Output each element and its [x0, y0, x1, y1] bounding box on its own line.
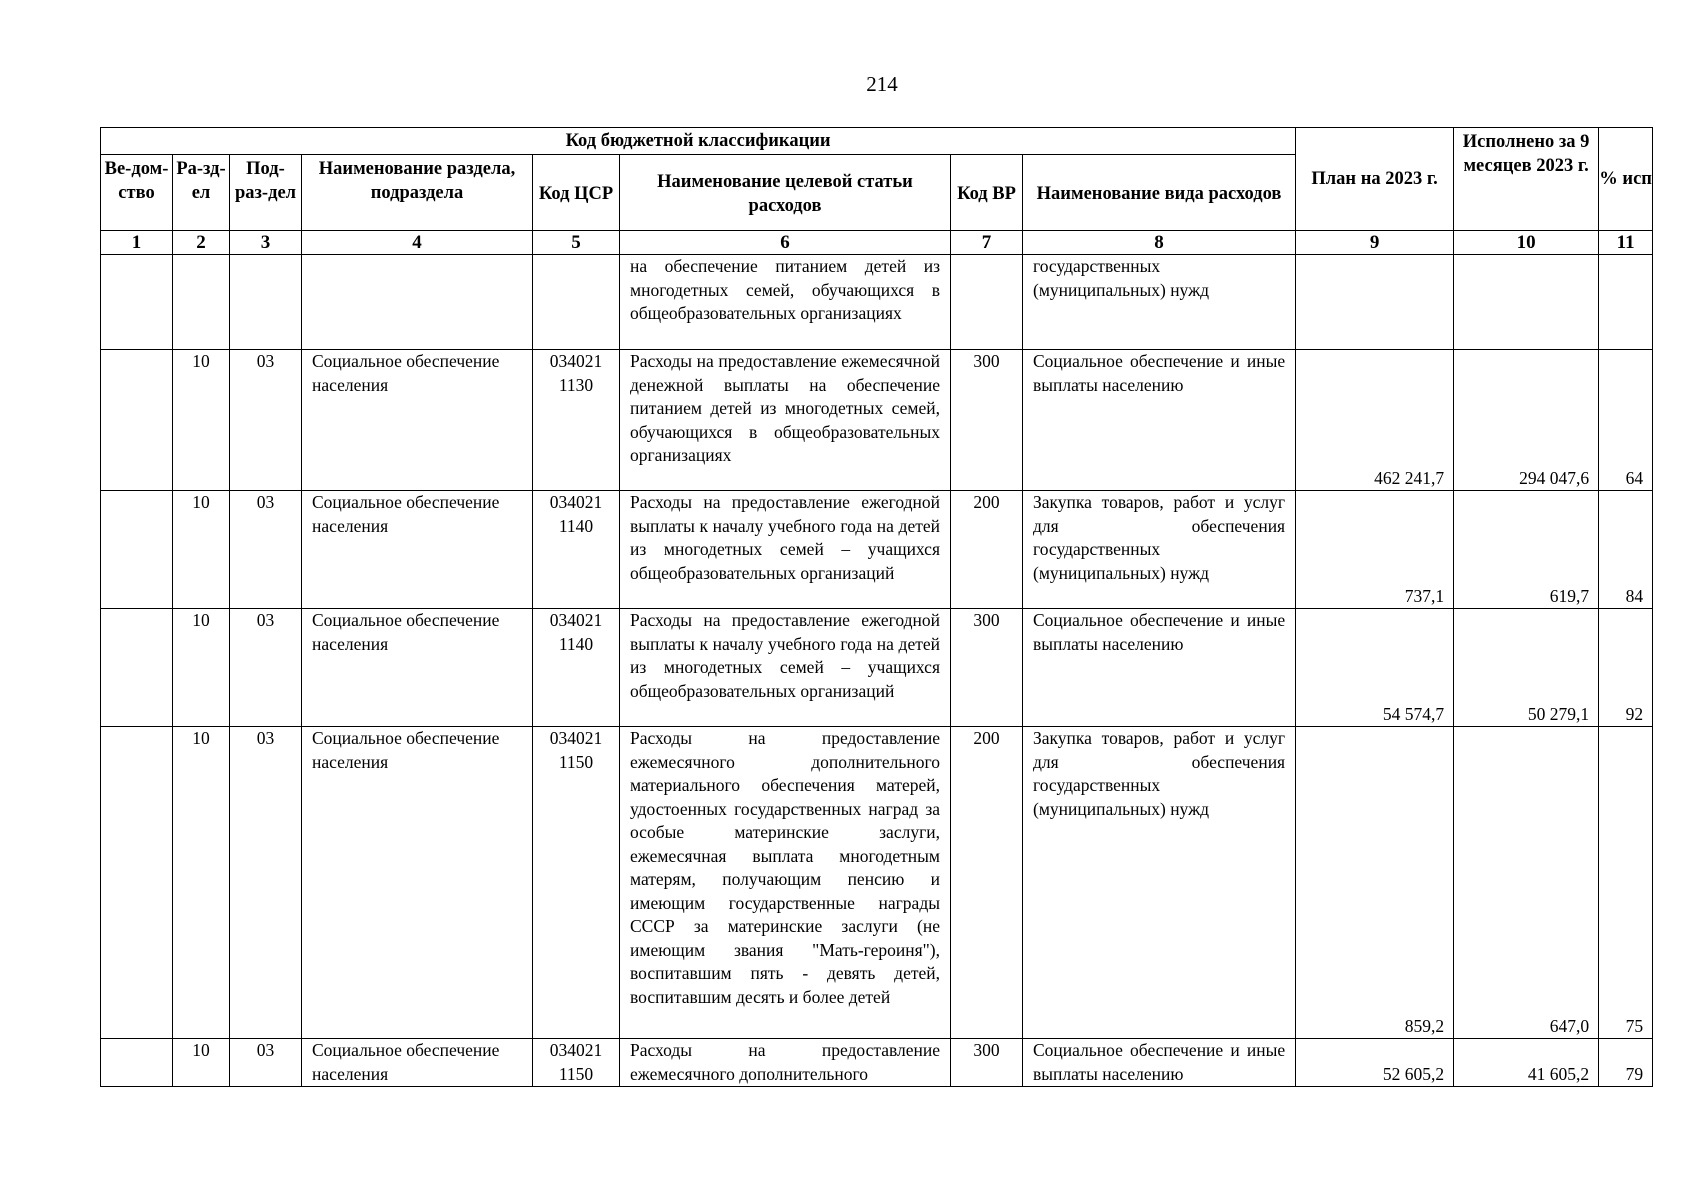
- col-number: 6: [620, 231, 951, 255]
- cell-podrazdel: 03: [230, 491, 302, 609]
- header-percent: % исп: [1599, 128, 1653, 231]
- cell-vr: 200: [951, 491, 1023, 609]
- header-expense-type: Наименование вида расходов: [1023, 155, 1296, 231]
- header-csr: Код ЦСР: [533, 155, 620, 231]
- cell-target-name: Расходы на предоставление ежемесячного дополнительного: [620, 1039, 951, 1087]
- cell-plan: 54 574,7: [1296, 609, 1454, 727]
- cell-vr: 300: [951, 609, 1023, 727]
- cell-executed: 647,0: [1454, 727, 1599, 1039]
- cell-csr: 034021 1130: [533, 350, 620, 491]
- cell-plan: 52 605,2: [1296, 1039, 1454, 1087]
- cell-vr: [951, 255, 1023, 350]
- cell-vedomstvo: [101, 491, 173, 609]
- col-number: 10: [1454, 231, 1599, 255]
- cell-podrazdel: 03: [230, 350, 302, 491]
- cell-csr: 034021 1140: [533, 491, 620, 609]
- cell-podrazdel: 03: [230, 727, 302, 1039]
- cell-expense-type: Закупка товаров, работ и услуг для обеспечения государственных (муниципальных) нужд: [1023, 491, 1296, 609]
- cell-percent: 64: [1599, 350, 1653, 491]
- cell-plan: [1296, 255, 1454, 350]
- budget-table: [100, 127, 1653, 1087]
- cell-razdel: 10: [173, 350, 230, 491]
- cell-razdel-name: Социальное обеспечение населения: [302, 609, 533, 727]
- cell-razdel-name: Социальное обеспечение населения: [302, 491, 533, 609]
- cell-percent: 84: [1599, 491, 1653, 609]
- header-razdel-name: Наименование раздела, подраздела: [302, 155, 533, 231]
- cell-csr: 034021 1150: [533, 727, 620, 1039]
- col-number: 3: [230, 231, 302, 255]
- header-podrazdel: Под-раз-дел: [230, 155, 302, 231]
- col-number: 1: [101, 231, 173, 255]
- col-number: 5: [533, 231, 620, 255]
- cell-razdel: 10: [173, 1039, 230, 1087]
- cell-vedomstvo: [101, 255, 173, 350]
- header-vedomstvo: Ве-дом-ство: [101, 155, 173, 231]
- header-target-name: Наименование целевой статьи расходов: [620, 155, 951, 231]
- cell-razdel: 10: [173, 491, 230, 609]
- table-row: [101, 1039, 1653, 1087]
- cell-expense-type: государственных (муниципальных) нужд: [1023, 255, 1296, 350]
- cell-razdel: 10: [173, 727, 230, 1039]
- cell-vedomstvo: [101, 609, 173, 727]
- cell-vedomstvo: [101, 1039, 173, 1087]
- header-column-numbers: [101, 231, 1653, 255]
- col-number: 2: [173, 231, 230, 255]
- header-plan: План на 2023 г.: [1296, 128, 1454, 231]
- col-number: 9: [1296, 231, 1454, 255]
- cell-percent: 79: [1599, 1039, 1653, 1087]
- cell-executed: 41 605,2: [1454, 1039, 1599, 1087]
- cell-target-name: Расходы на предоставление ежемесячного дополнительного материального обеспечения матерей, удостоенных государственных наград за особые материнские заслуги, ежемесячная выплата многодетным матерям, получающим пенсию и имеющим государственные награды СССР за материнские заслуги (не имеющим звания "Мать-героиня"), воспитавшим пять - девять детей, воспитавшим десять и более детей: [620, 727, 951, 1039]
- cell-target-name: Расходы на предоставление ежегодной выплаты к началу учебного года на детей из многодетных семей – учащихся общеобразовательных организаций: [620, 609, 951, 727]
- cell-percent: [1599, 255, 1653, 350]
- cell-plan: 859,2: [1296, 727, 1454, 1039]
- cell-csr: 034021 1140: [533, 609, 620, 727]
- header-budget-classification: Код бюджетной классификации: [101, 128, 1296, 155]
- table-row: [101, 727, 1653, 1039]
- cell-razdel: 10: [173, 609, 230, 727]
- cell-expense-type: Социальное обеспечение и иные выплаты населению: [1023, 609, 1296, 727]
- cell-vedomstvo: [101, 727, 173, 1039]
- col-number: 4: [302, 231, 533, 255]
- col-number: 8: [1023, 231, 1296, 255]
- page-number: 214: [866, 72, 898, 96]
- cell-expense-type: Социальное обеспечение и иные выплаты населению: [1023, 1039, 1296, 1087]
- cell-executed: 619,7: [1454, 491, 1599, 609]
- cell-percent: 92: [1599, 609, 1653, 727]
- cell-vr: 300: [951, 350, 1023, 491]
- header-row-group: [101, 128, 1653, 155]
- cell-podrazdel: 03: [230, 1039, 302, 1087]
- cell-vedomstvo: [101, 350, 173, 491]
- cell-csr: 034021 1150: [533, 1039, 620, 1087]
- cell-razdel-name: Социальное обеспечение населения: [302, 350, 533, 491]
- cell-target-name: Расходы на предоставление ежегодной выплаты к началу учебного года на детей из многодетных семей – учащихся общеобразовательных организаций: [620, 491, 951, 609]
- table-row: [101, 609, 1653, 727]
- cell-podrazdel: 03: [230, 609, 302, 727]
- cell-executed: 50 279,1: [1454, 609, 1599, 727]
- cell-razdel-name: Социальное обеспечение населения: [302, 727, 533, 1039]
- cell-plan: 462 241,7: [1296, 350, 1454, 491]
- cell-razdel: [173, 255, 230, 350]
- cell-razdel-name: Социальное обеспечение населения: [302, 1039, 533, 1087]
- cell-expense-type: Социальное обеспечение и иные выплаты населению: [1023, 350, 1296, 491]
- cell-podrazdel: [230, 255, 302, 350]
- cell-vr: 300: [951, 1039, 1023, 1087]
- cell-csr: [533, 255, 620, 350]
- header-vr: Код ВР: [951, 155, 1023, 231]
- cell-expense-type: Закупка товаров, работ и услуг для обеспечения государственных (муниципальных) нужд: [1023, 727, 1296, 1039]
- cell-target-name: на обеспечение питанием детей из многодетных семей, обучающихся в общеобразовательных организациях: [620, 255, 951, 350]
- cell-vr: 200: [951, 727, 1023, 1039]
- cell-percent: 75: [1599, 727, 1653, 1039]
- cell-target-name: Расходы на предоставление ежемесячной денежной выплаты на обеспечение питанием детей из многодетных семей, обучающихся в общеобразовательных организациях: [620, 350, 951, 491]
- col-number: 7: [951, 231, 1023, 255]
- cell-razdel-name: [302, 255, 533, 350]
- cell-executed: [1454, 255, 1599, 350]
- header-executed: Исполнено за 9 месяцев 2023 г.: [1454, 128, 1599, 231]
- table-row: [101, 255, 1653, 350]
- table-row: [101, 491, 1653, 609]
- col-number: 11: [1599, 231, 1653, 255]
- cell-plan: 737,1: [1296, 491, 1454, 609]
- cell-executed: 294 047,6: [1454, 350, 1599, 491]
- table-row: [101, 350, 1653, 491]
- header-razdel: Ра-зд-ел: [173, 155, 230, 231]
